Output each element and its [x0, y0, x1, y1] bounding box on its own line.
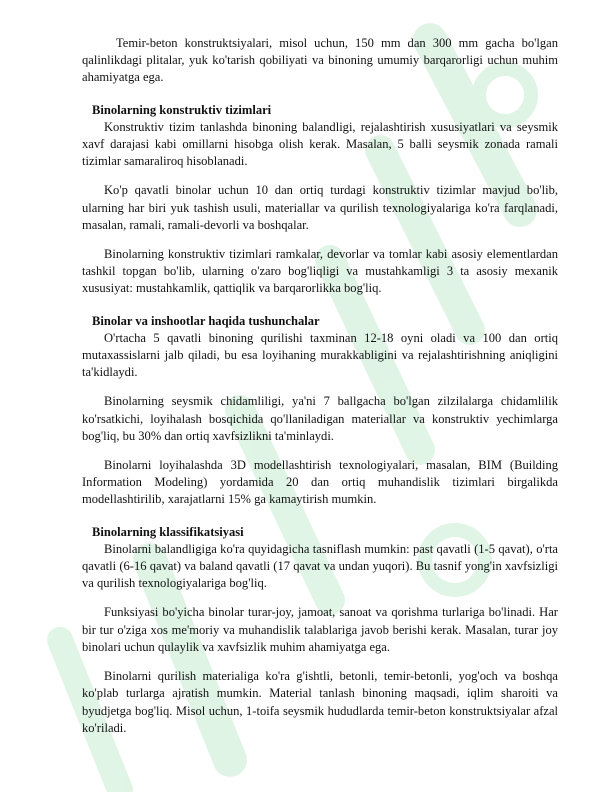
paragraph: Binolarni loyihalashda 3D modellashtirish texnologiyalari, masalan, BIM (Building Information Modeling) yordamida 20 dan ortiq muhandislik tizimlari birgalikda modellashtirilib, xarajatlarni 15% ga kamaytirish mumkin.	[82, 458, 558, 507]
paragraph: Funksiyasi bo'yicha binolar turar-joy, jamoat, sanoat va qorishma turlariga bo'linadi. Har bir tur o'ziga xos me'moriy va muhandislik talablariga javob berishi kerak. Masalan, turar joy binolari uchun qulaylik va xavfsizlik muhim ahamiyatga ega.	[82, 605, 558, 654]
section-heading: Binolarning konstruktiv tizimlari	[92, 102, 272, 117]
paragraph: O'rtacha 5 qavatli binoning qurilishi taxminan 12-18 oyni oladi va 100 dan ortiq mutaxassislarni jalb qiladi, bu esa loyihaning murakkabligini va rejalashtirishning aniqligini ta'kidlaydi.	[82, 330, 558, 380]
paragraph: Temir-beton konstruktsiyalari, misol uchun, 150 mm dan 300 mm gacha bo'lgan qalinlikdagi plitalar, yuk ko'tarish qobiliyati va binoning umumiy barqarorligi uchun muhim ahamiyatga ega.	[82, 36, 558, 85]
paragraph: Binolarni balandligiga ko'ra quyidagicha tasniflash mumkin: past qavatli (1-5 qavat), o'rta qavatli (6-16 qavat) va baland qavatli (17 qavat va undan yuqori). Bu tasnif yong'in xavfsizligi va qurilish texnologiyalariga bog'liq.	[82, 541, 558, 591]
paragraph: Binolarning seysmik chidamliligi, ya'ni 7 ballgacha bo'lgan zilzilalarga chidamlilik ko'rsatkichi, loyihalash bosqichida qo'llaniladigan materiallar va konstruktiv yechimlarga bog'liq, bu 30% dan ortiq xavfsizlikni ta'minlaydi.	[82, 394, 558, 443]
paragraph: Konstruktiv tizim tanlashda binoning balandligi, rejalashtirish xususiyatlari va seysmik xavf darajasi kabi omillarni hisobga olish kerak. Masalan, 5 balli seysmik zonada ramali tizimlar samaraliroq hisoblanadi.	[82, 119, 558, 169]
paragraph: Binolarni qurilish materialiga ko'ra g'ishtli, betonli, temir-betonli, yog'och va boshqa ko'plab turlarga ajratish mumkin. Material tanlash binoning maqsadi, iqlim sharoiti va byudjetga bog'liq. Misol uchun, 1-toifa seysmik hududlarda temir-beton konstruktsiyalar afzal ko'riladi.	[82, 669, 558, 735]
section-heading: Binolarning klassifikatsiyasi	[92, 524, 244, 539]
paragraph: Ko'p qavatli binolar uchun 10 dan ortiq turdagi konstruktiv tizimlar mavjud bo'lib, ularning har biri yuk tashish usuli, materiallar va qurilish texnologiyalariga ko'ra farqlanadi, masalan, ramali, ramali-devorli va boshqalar.	[82, 183, 558, 232]
section-heading: Binolar va inshootlar haqida tushunchalar	[92, 313, 320, 328]
paragraph: Binolarning konstruktiv tizimlari ramkalar, devorlar va tomlar kabi asosiy elementlardan tashkil topgan bo'lib, ularning o'zaro bog'liqligi va mustahkamligi 3 ta asosiy mexanik xususiyat: mustahkamlik, qattiqlik va barqarorlikka bog'liq.	[82, 247, 558, 296]
